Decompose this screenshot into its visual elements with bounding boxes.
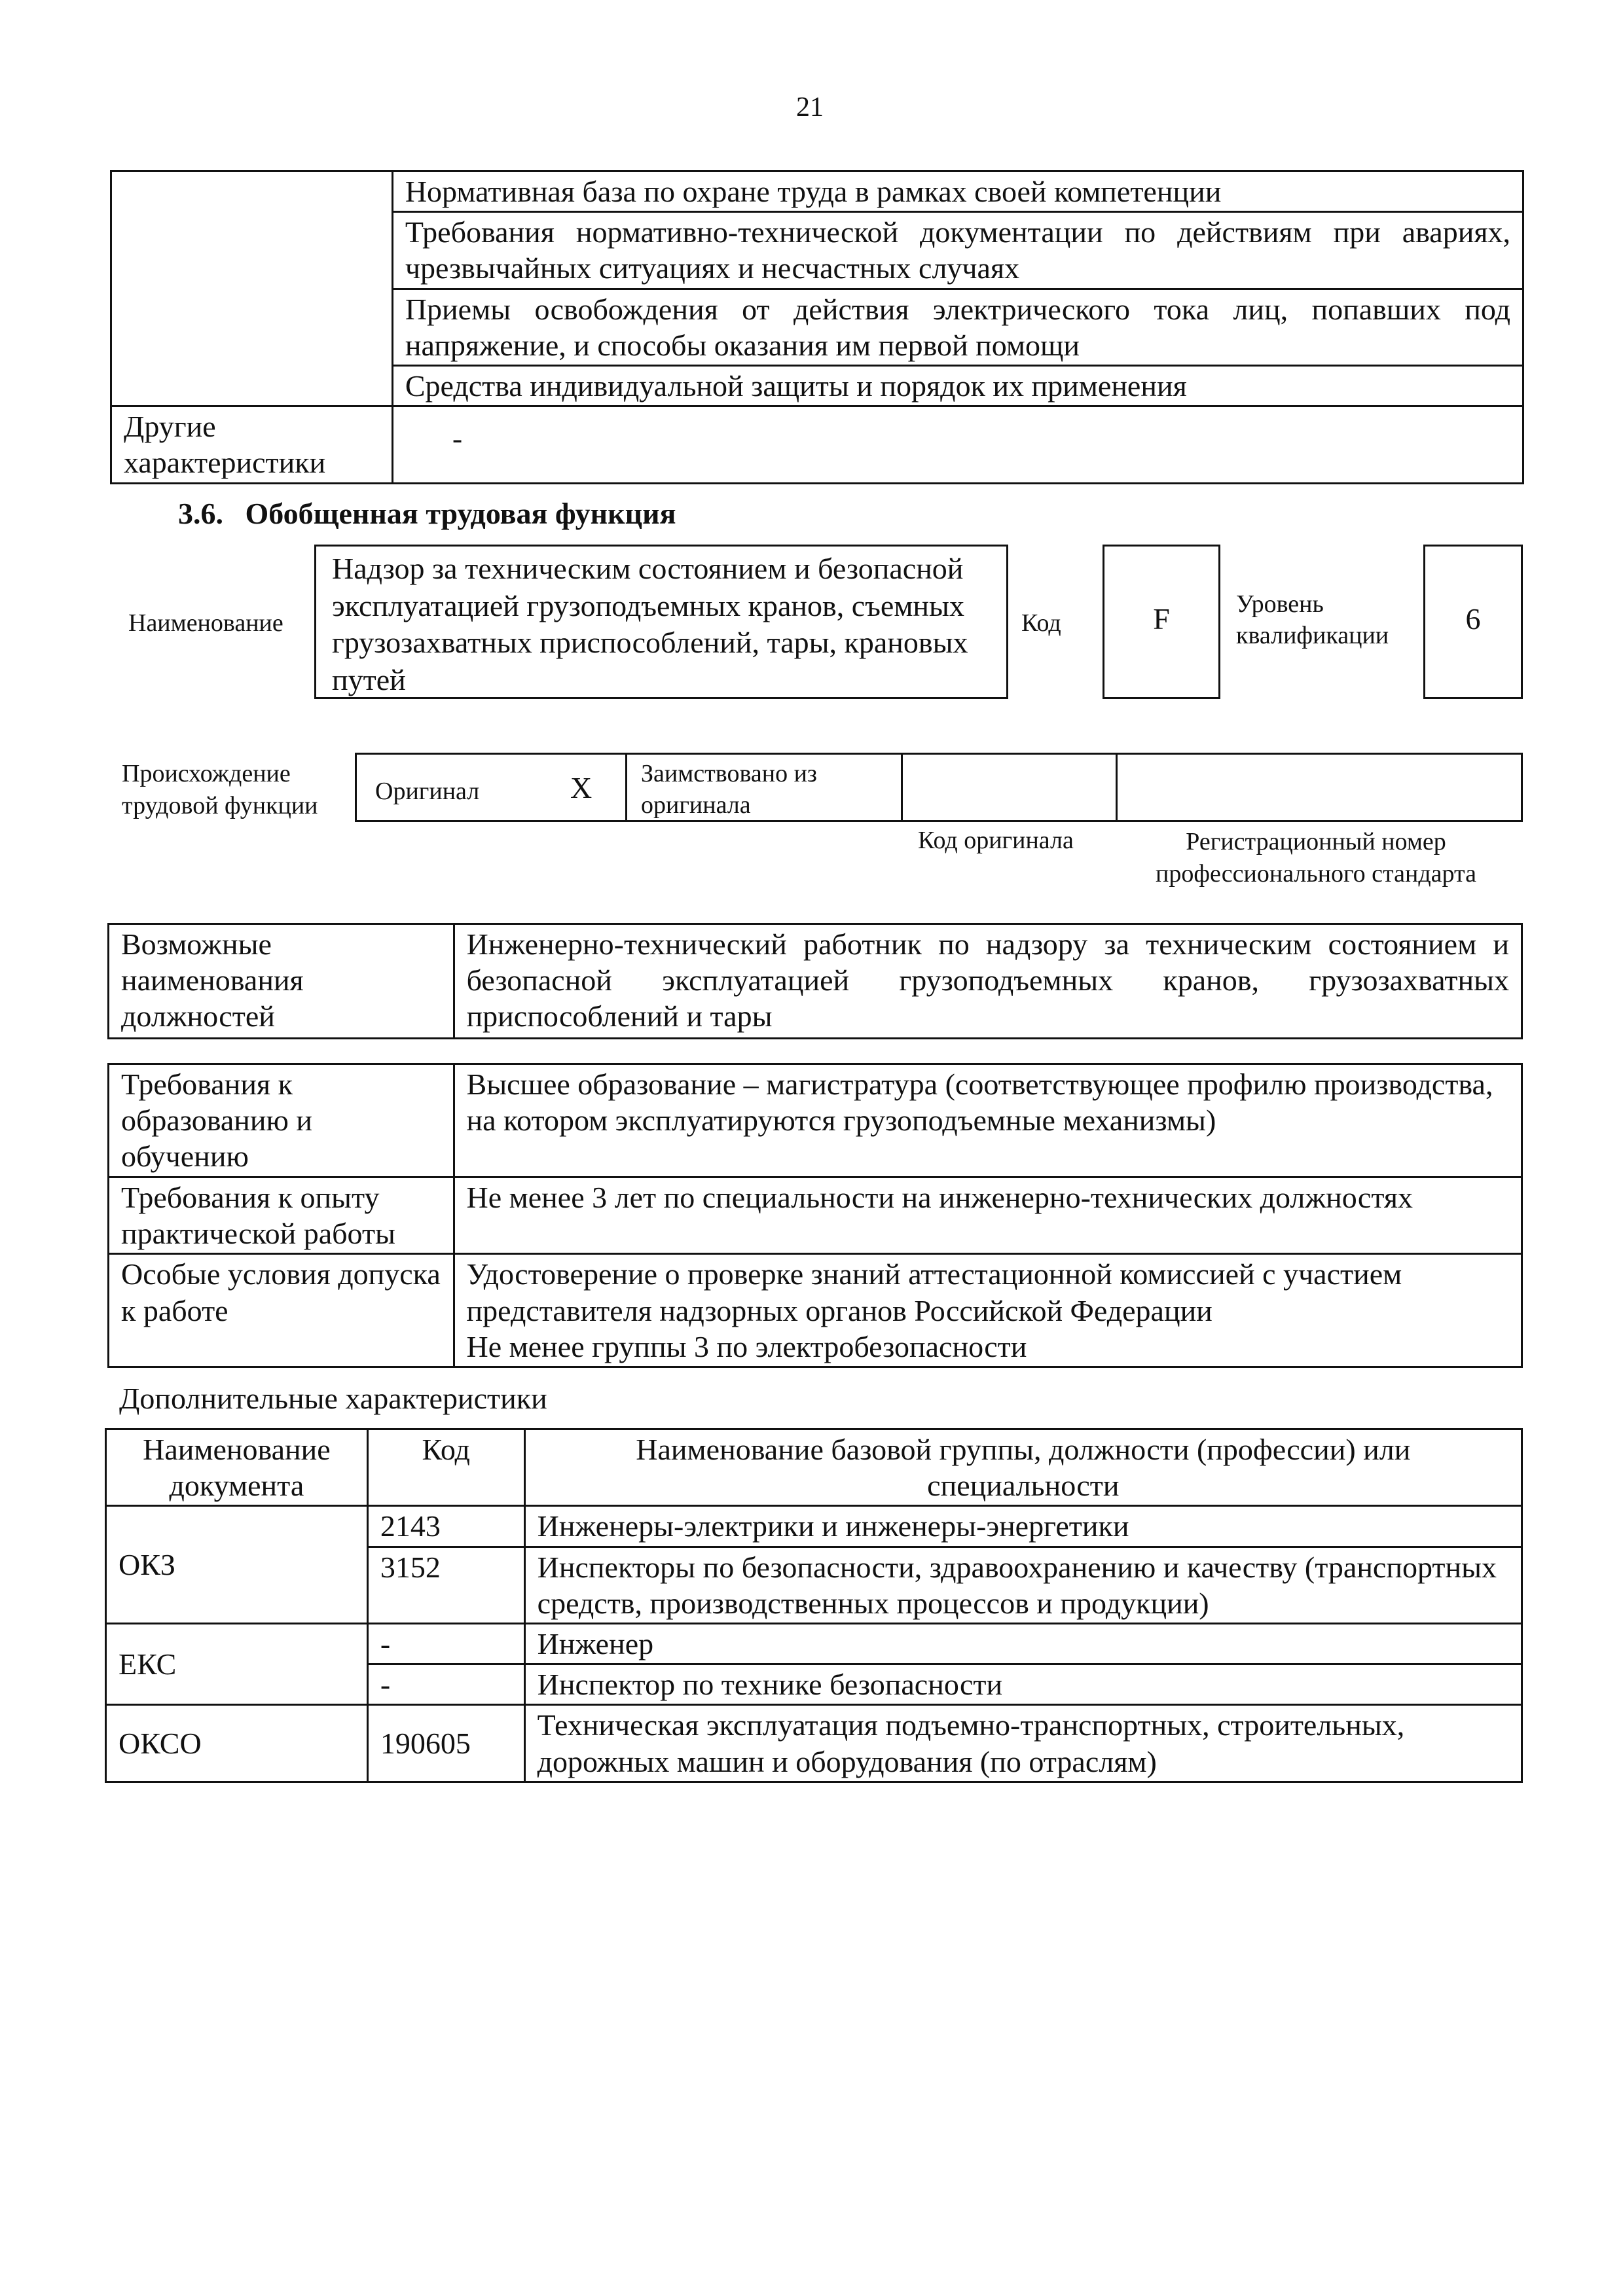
other-characteristics-value: - bbox=[452, 422, 463, 456]
origin-box bbox=[355, 753, 1523, 822]
original-mark: X bbox=[570, 771, 593, 804]
code-cell: 3152 bbox=[367, 1547, 524, 1623]
group-name-cell: Инспекторы по безопасности, здравоохранению и качеству (транспортных средств, производственных процессов и продукции) bbox=[524, 1547, 1522, 1623]
code-cell: - bbox=[367, 1664, 524, 1705]
knowledge-row-2: Требования нормативно-технической документации по действиям при авариях, чрезвычайных ситуациях и несчастных случаях bbox=[392, 212, 1523, 289]
positions-value: Инженерно-технический работник по надзору за техническим состоянием и безопасной эксплуатацией грузоподъемных кранов, грузозахватных приспособлений и тары bbox=[454, 924, 1522, 1039]
level-label: Уровень квалификации bbox=[1236, 590, 1389, 649]
knowledge-row-3: Приемы освобождения от действия электрического тока лиц, попавших под напряжение, и способы оказания им первой помощи bbox=[392, 289, 1523, 365]
education-label: Требования к образованию и обучению bbox=[109, 1064, 454, 1177]
original-label: Оригинал bbox=[375, 778, 480, 805]
group-name-cell: Инспектор по технике безопасности bbox=[524, 1664, 1522, 1705]
code-cell: 2143 bbox=[367, 1506, 524, 1547]
positions-table bbox=[107, 923, 1523, 1039]
doc-okso: ОКСО bbox=[106, 1705, 368, 1782]
admission-value bbox=[454, 1254, 1522, 1367]
additional-table bbox=[105, 1428, 1523, 1783]
experience-label: Требования к опыту практической работы bbox=[109, 1177, 454, 1254]
borrowed-label: Заимствовано из оригинала bbox=[641, 760, 817, 819]
code-label: Код bbox=[1021, 609, 1061, 637]
requirements-table bbox=[107, 1063, 1523, 1368]
header-document: Наименование документа bbox=[106, 1429, 368, 1506]
section-title: Обобщенная трудовая функция bbox=[245, 497, 676, 530]
section-number: 3.6. bbox=[178, 497, 223, 530]
experience-value: Не менее 3 лет по специальности на инженерно-технических должностях bbox=[454, 1177, 1522, 1254]
doc-okz: ОКЗ bbox=[106, 1506, 368, 1624]
additional-heading: Дополнительные характеристики bbox=[119, 1382, 547, 1415]
group-name-cell: Инженер bbox=[524, 1623, 1522, 1664]
admission-value-1: Удостоверение о проверке знаний аттестационной комиссией с участием представителя надзорных органов Российской Федерации bbox=[466, 1257, 1402, 1327]
code-original-caption: Код оригинала bbox=[918, 827, 1074, 854]
doc-eks: ЕКС bbox=[106, 1623, 368, 1704]
education-value: Высшее образование – магистратура (соответствующее профилю производства, на котором эксплуатируются грузоподъемные механизмы) bbox=[454, 1064, 1522, 1177]
other-characteristics-label: Другие характеристики bbox=[111, 406, 393, 483]
positions-label: Возможные наименования должностей bbox=[109, 924, 454, 1039]
section-heading bbox=[178, 496, 676, 531]
group-name-cell: Инженеры-электрики и инженеры-энергетики bbox=[524, 1506, 1522, 1547]
knowledge-row-1: Нормативная база по охране труда в рамках своей компетенции bbox=[392, 171, 1523, 212]
admission-value-2: Не менее группы 3 по электробезопасности bbox=[466, 1329, 1027, 1363]
admission-label: Особые условия допуска к работе bbox=[109, 1254, 454, 1367]
code-cell: - bbox=[367, 1623, 524, 1664]
reg-number-caption: Регистрационный номер профессионального стандарта bbox=[1156, 828, 1476, 888]
knowledge-table bbox=[110, 170, 1524, 484]
header-code: Код bbox=[367, 1429, 524, 1506]
level-value: 6 bbox=[1423, 545, 1523, 699]
knowledge-row-4: Средства индивидуальной защиты и порядок их применения bbox=[392, 365, 1523, 406]
code-cell: 190605 bbox=[367, 1705, 524, 1782]
name-label: Наименование bbox=[128, 609, 283, 637]
origin-label: Происхождение трудовой функции bbox=[122, 760, 318, 819]
page-number: 21 bbox=[796, 92, 824, 122]
function-name: Надзор за техническим состоянием и безопасной эксплуатацией грузоподъемных кранов, съемных грузозахватных приспособлений, тары, крановых путей bbox=[314, 545, 1008, 699]
code-value: F bbox=[1103, 545, 1220, 699]
group-name-cell: Техническая эксплуатация подъемно-транспортных, строительных, дорожных машин и оборудования (по отраслям) bbox=[524, 1705, 1522, 1782]
header-group-name: Наименование базовой группы, должности (профессии) или специальности bbox=[524, 1429, 1522, 1506]
